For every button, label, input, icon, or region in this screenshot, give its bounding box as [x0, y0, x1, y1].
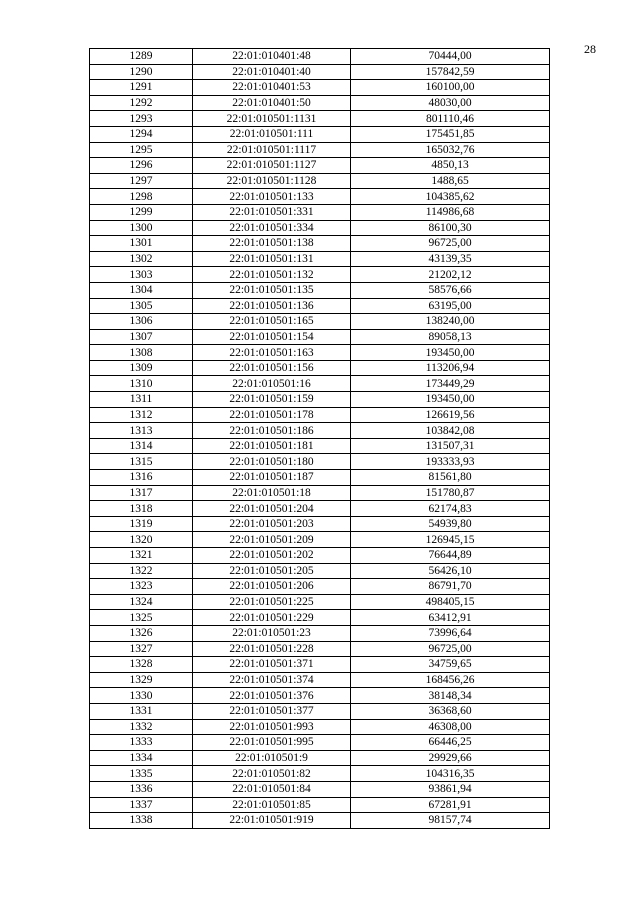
cadastral-number-cell: 22:01:010501:163 — [193, 345, 351, 361]
table-row — [90, 672, 550, 688]
row-number-cell: 1294 — [90, 126, 193, 142]
row-number-cell: 1320 — [90, 532, 193, 548]
cadastral-number-cell: 22:01:010501:206 — [193, 579, 351, 595]
row-number-cell: 1321 — [90, 548, 193, 564]
table-row — [90, 766, 550, 782]
value-cell: 173449,29 — [351, 376, 550, 392]
value-cell: 131507,31 — [351, 438, 550, 454]
row-number-cell: 1334 — [90, 750, 193, 766]
row-number-cell: 1319 — [90, 516, 193, 532]
cadastral-number-cell: 22:01:010501:209 — [193, 532, 351, 548]
value-cell: 126619,56 — [351, 407, 550, 423]
value-cell: 48030,00 — [351, 95, 550, 111]
table-row — [90, 267, 550, 283]
value-cell: 175451,85 — [351, 126, 550, 142]
cadastral-number-cell: 22:01:010501:18 — [193, 485, 351, 501]
cadastral-number-cell: 22:01:010501:331 — [193, 204, 351, 220]
row-number-cell: 1306 — [90, 314, 193, 330]
cadastral-value-table — [89, 48, 550, 829]
row-number-cell: 1293 — [90, 111, 193, 127]
value-cell: 66446,25 — [351, 735, 550, 751]
cadastral-number-cell: 22:01:010501:82 — [193, 766, 351, 782]
row-number-cell: 1326 — [90, 625, 193, 641]
table-row — [90, 797, 550, 813]
table-row — [90, 329, 550, 345]
value-cell: 46308,00 — [351, 719, 550, 735]
table-row — [90, 64, 550, 80]
row-number-cell: 1310 — [90, 376, 193, 392]
row-number-cell: 1313 — [90, 423, 193, 439]
value-cell: 96725,00 — [351, 236, 550, 252]
row-number-cell: 1335 — [90, 766, 193, 782]
row-number-cell: 1290 — [90, 64, 193, 80]
table-row — [90, 610, 550, 626]
row-number-cell: 1328 — [90, 657, 193, 673]
table-row — [90, 95, 550, 111]
row-number-cell: 1295 — [90, 142, 193, 158]
value-cell: 29929,66 — [351, 750, 550, 766]
row-number-cell: 1332 — [90, 719, 193, 735]
cadastral-number-cell: 22:01:010501:334 — [193, 220, 351, 236]
cadastral-number-cell: 22:01:010501:138 — [193, 236, 351, 252]
value-cell: 193450,00 — [351, 345, 550, 361]
table-row — [90, 516, 550, 532]
value-cell: 1488,65 — [351, 173, 550, 189]
value-cell: 96725,00 — [351, 641, 550, 657]
table-row — [90, 111, 550, 127]
table-row — [90, 376, 550, 392]
row-number-cell: 1308 — [90, 345, 193, 361]
value-cell: 104316,35 — [351, 766, 550, 782]
cadastral-number-cell: 22:01:010501:205 — [193, 563, 351, 579]
value-cell: 157842,59 — [351, 64, 550, 80]
value-cell: 63195,00 — [351, 298, 550, 314]
cadastral-number-cell: 22:01:010501:156 — [193, 360, 351, 376]
cadastral-number-cell: 22:01:010501:154 — [193, 329, 351, 345]
row-number-cell: 1296 — [90, 158, 193, 174]
table-row — [90, 220, 550, 236]
row-number-cell: 1305 — [90, 298, 193, 314]
value-cell: 126945,15 — [351, 532, 550, 548]
table-row — [90, 485, 550, 501]
cadastral-number-cell: 22:01:010501:187 — [193, 470, 351, 486]
value-cell: 138240,00 — [351, 314, 550, 330]
row-number-cell: 1329 — [90, 672, 193, 688]
cadastral-number-cell: 22:01:010501:136 — [193, 298, 351, 314]
table-row — [90, 594, 550, 610]
row-number-cell: 1331 — [90, 703, 193, 719]
row-number-cell: 1316 — [90, 470, 193, 486]
value-cell: 73996,64 — [351, 625, 550, 641]
cadastral-number-cell: 22:01:010501:181 — [193, 438, 351, 454]
table-row — [90, 438, 550, 454]
row-number-cell: 1309 — [90, 360, 193, 376]
cadastral-number-cell: 22:01:010401:40 — [193, 64, 351, 80]
table-row — [90, 173, 550, 189]
row-number-cell: 1336 — [90, 781, 193, 797]
cadastral-number-cell: 22:01:010501:9 — [193, 750, 351, 766]
cadastral-number-cell: 22:01:010501:180 — [193, 454, 351, 470]
cadastral-number-cell: 22:01:010501:225 — [193, 594, 351, 610]
value-cell: 86100,30 — [351, 220, 550, 236]
row-number-cell: 1322 — [90, 563, 193, 579]
table-row — [90, 563, 550, 579]
cadastral-number-cell: 22:01:010501:178 — [193, 407, 351, 423]
page-number: 28 — [584, 42, 596, 56]
table-row — [90, 298, 550, 314]
row-number-cell: 1307 — [90, 329, 193, 345]
cadastral-number-cell: 22:01:010501:84 — [193, 781, 351, 797]
value-cell: 36368,60 — [351, 703, 550, 719]
value-cell: 58576,66 — [351, 282, 550, 298]
table-row — [90, 407, 550, 423]
cadastral-number-cell: 22:01:010501:186 — [193, 423, 351, 439]
row-number-cell: 1298 — [90, 189, 193, 205]
cadastral-number-cell: 22:01:010501:23 — [193, 625, 351, 641]
row-number-cell: 1312 — [90, 407, 193, 423]
row-number-cell: 1325 — [90, 610, 193, 626]
table-row — [90, 345, 550, 361]
cadastral-number-cell: 22:01:010501:203 — [193, 516, 351, 532]
cadastral-number-cell: 22:01:010401:48 — [193, 49, 351, 65]
row-number-cell: 1303 — [90, 267, 193, 283]
table-body — [90, 49, 550, 829]
table-row — [90, 813, 550, 829]
table-row — [90, 657, 550, 673]
table-row — [90, 314, 550, 330]
value-cell: 62174,83 — [351, 501, 550, 517]
row-number-cell: 1299 — [90, 204, 193, 220]
row-number-cell: 1317 — [90, 485, 193, 501]
table-row — [90, 719, 550, 735]
value-cell: 4850,13 — [351, 158, 550, 174]
table-row — [90, 126, 550, 142]
value-cell: 168456,26 — [351, 672, 550, 688]
value-cell: 160100,00 — [351, 80, 550, 96]
cadastral-number-cell: 22:01:010501:919 — [193, 813, 351, 829]
row-number-cell: 1304 — [90, 282, 193, 298]
value-cell: 165032,76 — [351, 142, 550, 158]
cadastral-number-cell: 22:01:010501:204 — [193, 501, 351, 517]
value-cell: 93861,94 — [351, 781, 550, 797]
table-row — [90, 501, 550, 517]
table-row — [90, 282, 550, 298]
value-cell: 103842,08 — [351, 423, 550, 439]
cadastral-number-cell: 22:01:010501:131 — [193, 251, 351, 267]
cadastral-number-cell: 22:01:010501:1131 — [193, 111, 351, 127]
table-row — [90, 548, 550, 564]
value-cell: 151780,87 — [351, 485, 550, 501]
value-cell: 34759,65 — [351, 657, 550, 673]
table-row — [90, 750, 550, 766]
row-number-cell: 1333 — [90, 735, 193, 751]
row-number-cell: 1289 — [90, 49, 193, 65]
table-row — [90, 80, 550, 96]
table-row — [90, 688, 550, 704]
table-row — [90, 189, 550, 205]
cadastral-number-cell: 22:01:010501:135 — [193, 282, 351, 298]
value-cell: 193450,00 — [351, 392, 550, 408]
table-row — [90, 158, 550, 174]
table-row — [90, 204, 550, 220]
table-row — [90, 360, 550, 376]
table-row — [90, 251, 550, 267]
cadastral-number-cell: 22:01:010501:228 — [193, 641, 351, 657]
cadastral-number-cell: 22:01:010501:993 — [193, 719, 351, 735]
table-row — [90, 735, 550, 751]
value-cell: 76644,89 — [351, 548, 550, 564]
value-cell: 21202,12 — [351, 267, 550, 283]
cadastral-number-cell: 22:01:010501:376 — [193, 688, 351, 704]
row-number-cell: 1291 — [90, 80, 193, 96]
cadastral-number-cell: 22:01:010501:1127 — [193, 158, 351, 174]
row-number-cell: 1337 — [90, 797, 193, 813]
row-number-cell: 1314 — [90, 438, 193, 454]
value-cell: 193333,93 — [351, 454, 550, 470]
row-number-cell: 1301 — [90, 236, 193, 252]
row-number-cell: 1315 — [90, 454, 193, 470]
cadastral-number-cell: 22:01:010501:1128 — [193, 173, 351, 189]
table-row — [90, 236, 550, 252]
value-cell: 801110,46 — [351, 111, 550, 127]
cadastral-number-cell: 22:01:010501:16 — [193, 376, 351, 392]
row-number-cell: 1311 — [90, 392, 193, 408]
row-number-cell: 1302 — [90, 251, 193, 267]
table-row — [90, 641, 550, 657]
table-row — [90, 532, 550, 548]
row-number-cell: 1300 — [90, 220, 193, 236]
cadastral-number-cell: 22:01:010501:159 — [193, 392, 351, 408]
value-cell: 56426,10 — [351, 563, 550, 579]
value-cell: 63412,91 — [351, 610, 550, 626]
value-cell: 498405,15 — [351, 594, 550, 610]
cadastral-number-cell: 22:01:010401:53 — [193, 80, 351, 96]
row-number-cell: 1330 — [90, 688, 193, 704]
cadastral-number-cell: 22:01:010501:371 — [193, 657, 351, 673]
value-cell: 43139,35 — [351, 251, 550, 267]
value-cell: 70444,00 — [351, 49, 550, 65]
cadastral-number-cell: 22:01:010501:133 — [193, 189, 351, 205]
value-cell: 113206,94 — [351, 360, 550, 376]
cadastral-number-cell: 22:01:010501:165 — [193, 314, 351, 330]
table-row — [90, 454, 550, 470]
cadastral-number-cell: 22:01:010501:85 — [193, 797, 351, 813]
value-cell: 114986,68 — [351, 204, 550, 220]
row-number-cell: 1324 — [90, 594, 193, 610]
table-row — [90, 470, 550, 486]
value-cell: 54939,80 — [351, 516, 550, 532]
cadastral-number-cell: 22:01:010501:1117 — [193, 142, 351, 158]
row-number-cell: 1292 — [90, 95, 193, 111]
value-cell: 81561,80 — [351, 470, 550, 486]
value-cell: 86791,70 — [351, 579, 550, 595]
cadastral-number-cell: 22:01:010501:111 — [193, 126, 351, 142]
row-number-cell: 1318 — [90, 501, 193, 517]
row-number-cell: 1323 — [90, 579, 193, 595]
table-row — [90, 579, 550, 595]
value-cell: 67281,91 — [351, 797, 550, 813]
cadastral-number-cell: 22:01:010401:50 — [193, 95, 351, 111]
table-row — [90, 781, 550, 797]
value-cell: 89058,13 — [351, 329, 550, 345]
cadastral-number-cell: 22:01:010501:229 — [193, 610, 351, 626]
table-row — [90, 423, 550, 439]
table-row — [90, 625, 550, 641]
row-number-cell: 1297 — [90, 173, 193, 189]
row-number-cell: 1327 — [90, 641, 193, 657]
cadastral-number-cell: 22:01:010501:995 — [193, 735, 351, 751]
value-cell: 104385,62 — [351, 189, 550, 205]
table-row — [90, 392, 550, 408]
value-cell: 98157,74 — [351, 813, 550, 829]
value-cell: 38148,34 — [351, 688, 550, 704]
table-row — [90, 142, 550, 158]
table-row — [90, 703, 550, 719]
cadastral-number-cell: 22:01:010501:374 — [193, 672, 351, 688]
row-number-cell: 1338 — [90, 813, 193, 829]
cadastral-number-cell: 22:01:010501:377 — [193, 703, 351, 719]
table-row — [90, 49, 550, 65]
cadastral-number-cell: 22:01:010501:132 — [193, 267, 351, 283]
cadastral-number-cell: 22:01:010501:202 — [193, 548, 351, 564]
